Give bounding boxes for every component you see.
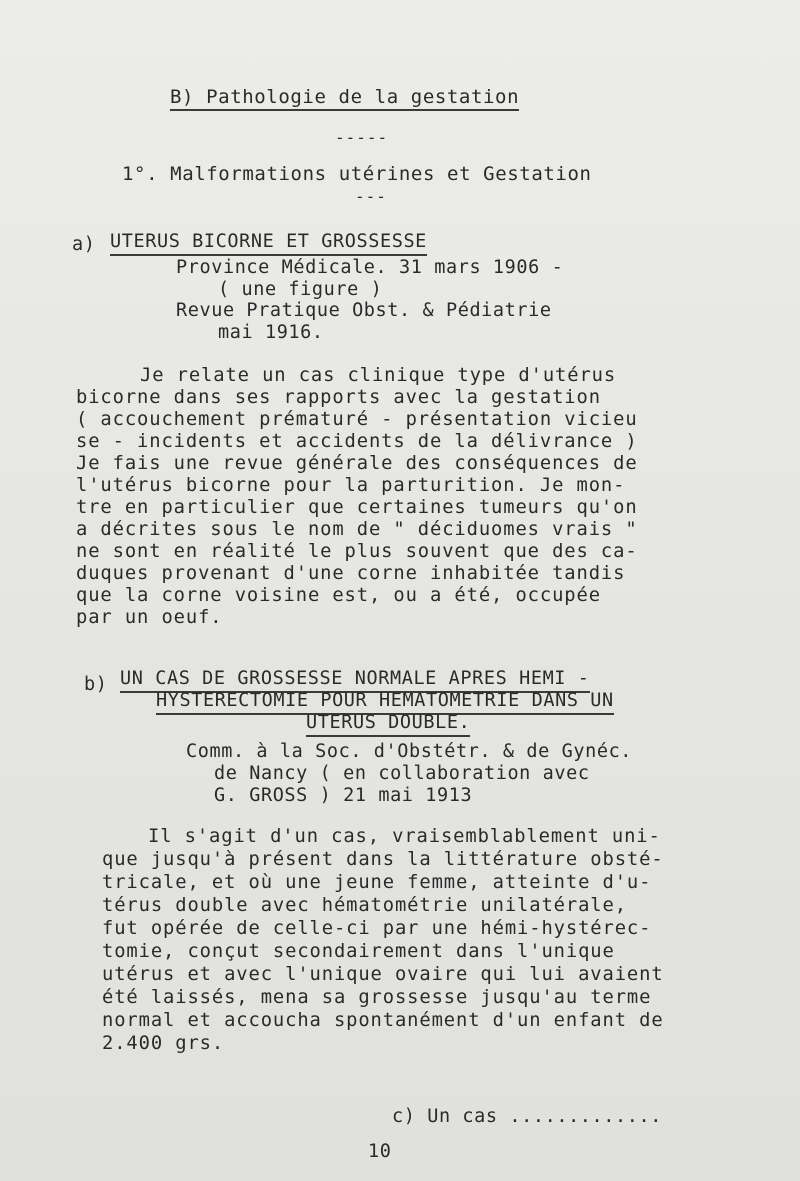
- paragraph-line: que jusqu'à présent dans la littérature obsté-: [102, 849, 664, 870]
- entry-b-title-line: UTERUS DOUBLE.: [306, 712, 470, 737]
- entry-a-ref-line: mai 1916.: [218, 322, 324, 343]
- paragraph-line: tomie, conçut secondairement dans l'unique: [102, 941, 615, 962]
- paragraph-line: Je fais une revue générale des conséquences de: [76, 453, 638, 474]
- paragraph-line: Je relate un cas clinique type d'utérus: [140, 365, 617, 386]
- paragraph-line: 2.400 grs.: [102, 1033, 225, 1054]
- continuation-text: c) Un cas .............: [392, 1106, 662, 1127]
- paragraph-line: été laissés, mena sa grossesse jusqu'au terme: [102, 987, 652, 1008]
- paragraph-line: l'utérus bicorne pour la parturition. Je mon-: [76, 475, 626, 496]
- subsection-separator: ---: [355, 187, 387, 206]
- paragraph-line: bicorne dans ses rapports avec la gestation: [76, 387, 601, 408]
- page-number: 10: [368, 1141, 392, 1162]
- paragraph-line: térus double avec hématométrie unilatérale,: [102, 895, 627, 916]
- paragraph-line: a décrites sous le nom de " déciduomes vrais ": [76, 519, 638, 540]
- paragraph-line: fut opérée de celle-ci par une hémi-hystérec-: [102, 918, 652, 939]
- paragraph-line: duques provenant d'une corne inhabitée tandis: [76, 563, 626, 584]
- entry-a-label: a): [72, 234, 96, 255]
- entry-b-label: b): [84, 674, 108, 695]
- paragraph-line: ne sont en réalité le plus souvent que des ca-: [76, 541, 638, 562]
- section-header: B) Pathologie de la gestation: [170, 86, 519, 111]
- paragraph-line: normal et accoucha spontanément d'un enfant de: [102, 1010, 664, 1031]
- paragraph-line: Il s'agit d'un cas, vraisemblablement uni-: [148, 826, 661, 847]
- paragraph-line: tre en particulier que certaines tumeurs qu'on: [76, 497, 638, 518]
- paragraph-line: utérus et avec l'unique ovaire qui lui avaient: [102, 964, 664, 985]
- entry-a-ref-line: Revue Pratique Obst. & Pédiatrie: [176, 300, 552, 321]
- entry-a-ref-line: ( une figure ): [218, 279, 383, 300]
- paragraph-line: se - incidents et accidents de la délivrance ): [76, 431, 638, 452]
- entry-b-ref-line: Comm. à la Soc. d'Obstétr. & de Gynéc.: [186, 741, 633, 762]
- separator: -----: [335, 128, 389, 147]
- subsection-title: 1°. Malformations utérines et Gestation: [122, 163, 592, 185]
- paragraph-line: par un oeuf.: [76, 607, 223, 628]
- entry-b-title-line: UN CAS DE GROSSESSE NORMALE APRES HEMI -: [120, 668, 590, 693]
- paragraph-line: que la corne voisine est, ou a été, occupée: [76, 585, 601, 606]
- entry-b-ref-line: de Nancy ( en collaboration avec: [214, 763, 590, 784]
- entry-b-ref-line: G. GROSS ) 21 mai 1913: [214, 785, 473, 806]
- entry-a-ref-line: Province Médicale. 31 mars 1906 -: [176, 257, 564, 278]
- paragraph-line: ( accouchement prématuré - présentation vicieu: [76, 409, 638, 430]
- paragraph-line: tricale, et où une jeune femme, atteinte d'u-: [102, 872, 652, 893]
- entry-b-title-line: HYSTERECTOMIE POUR HEMATOMETRIE DANS UN: [156, 690, 614, 715]
- entry-a-title: UTERUS BICORNE ET GROSSESSE: [110, 231, 427, 256]
